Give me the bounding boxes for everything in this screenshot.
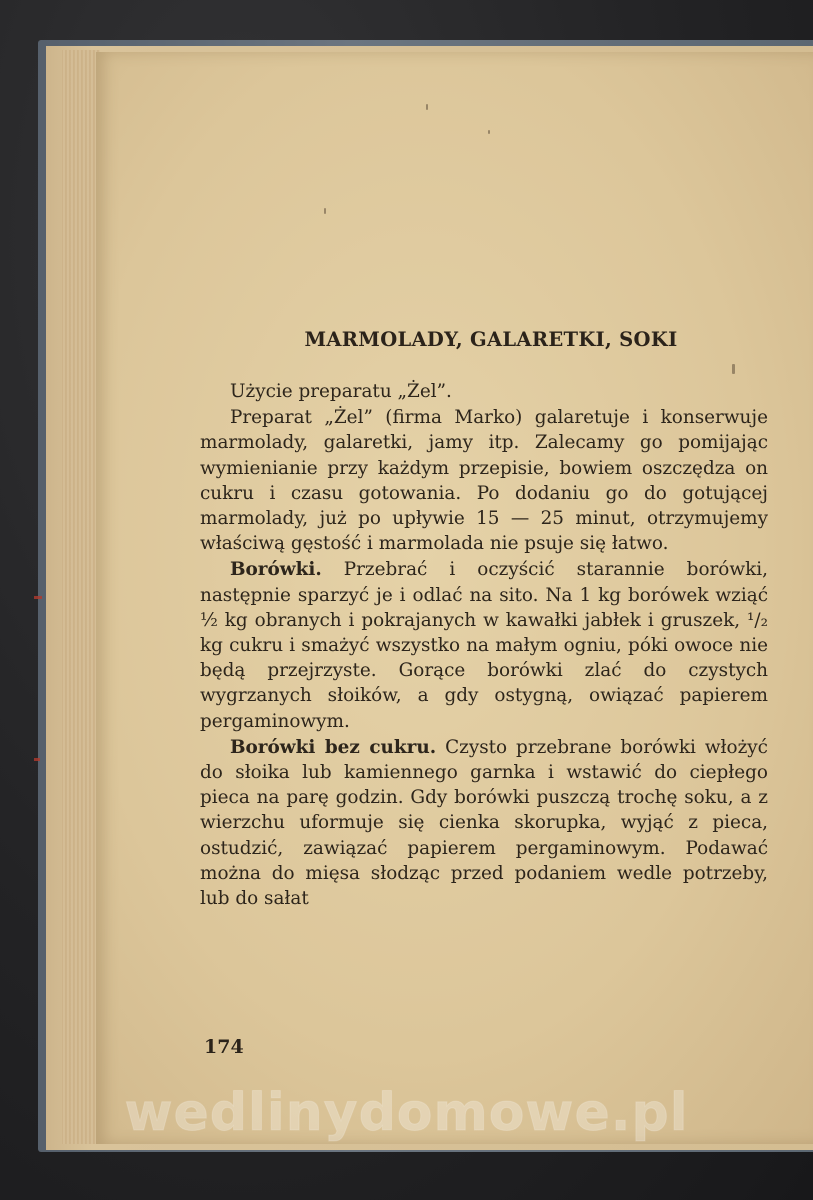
paper-speck — [324, 208, 326, 214]
recipe-heading: Borówki. — [230, 559, 322, 581]
paragraph-text: Przebrać i oczyścić starannie borówki, następnie sparzyć je i odlać na sito. Na 1 kg borówek wziąć ½ kg obranych i pokrajanych w kawałki jabłek i gruszek, ¹/₂ kg cukru i smażyć wszystko na małym ogniu, póki owoce nie będą przejrzyste. Gorące borówki zlać do czystych wygrzanych słoików, a gdy ostygną, owiązać papierem pergaminowym. — [200, 559, 768, 732]
paragraph-text: Preparat „Żel” (firma Marko) galaretuje i konserwuje marmolady, galaretki, jamy itp. Zalecamy go pomijając wymienianie przy każdym przepisie, bowiem oszczędza on cukru i czasu gotowania. Po dodaniu go do gotującej marmolady, już po upływie 15 — 25 minut, otrzymujemy właściwą gęstość i marmolada nie psuje się łatwo. — [200, 407, 768, 555]
paper-speck — [426, 104, 428, 110]
chapter-title: MARMOLADY, GALARETKI, SOKI — [304, 328, 678, 351]
paper-speck — [732, 364, 735, 374]
watermark: wedlinydomowe.pl — [124, 1083, 689, 1143]
paragraph — [200, 379, 768, 404]
page-stack-edges — [62, 50, 100, 1144]
paragraph — [200, 405, 768, 556]
paper-speck — [488, 130, 490, 134]
page-number: 174 — [204, 1036, 244, 1058]
recipe-heading: Borówki bez cukru. — [230, 736, 437, 758]
margin-mark — [34, 758, 40, 761]
paragraph-text: Czysto przebrane borówki włożyć do słoika lub kamiennego garnka i wstawić do ciepłego pieca na parę godzin. Gdy borówki puszczą trochę soku, a z wierzchu uformuje się cienka skorupka, wyjąć z pieca, ostudzić, zawiązać papierem pergaminowym. Podawać można do mięsa słodząc przed podaniem wedle potrzeby, lub do sałat — [200, 736, 768, 910]
paragraph-text: Użycie preparatu „Żel”. — [230, 381, 452, 402]
paragraph — [200, 735, 768, 911]
margin-mark — [34, 596, 42, 599]
book-page — [96, 52, 813, 1144]
body-text — [200, 379, 768, 911]
paragraph — [200, 557, 768, 733]
